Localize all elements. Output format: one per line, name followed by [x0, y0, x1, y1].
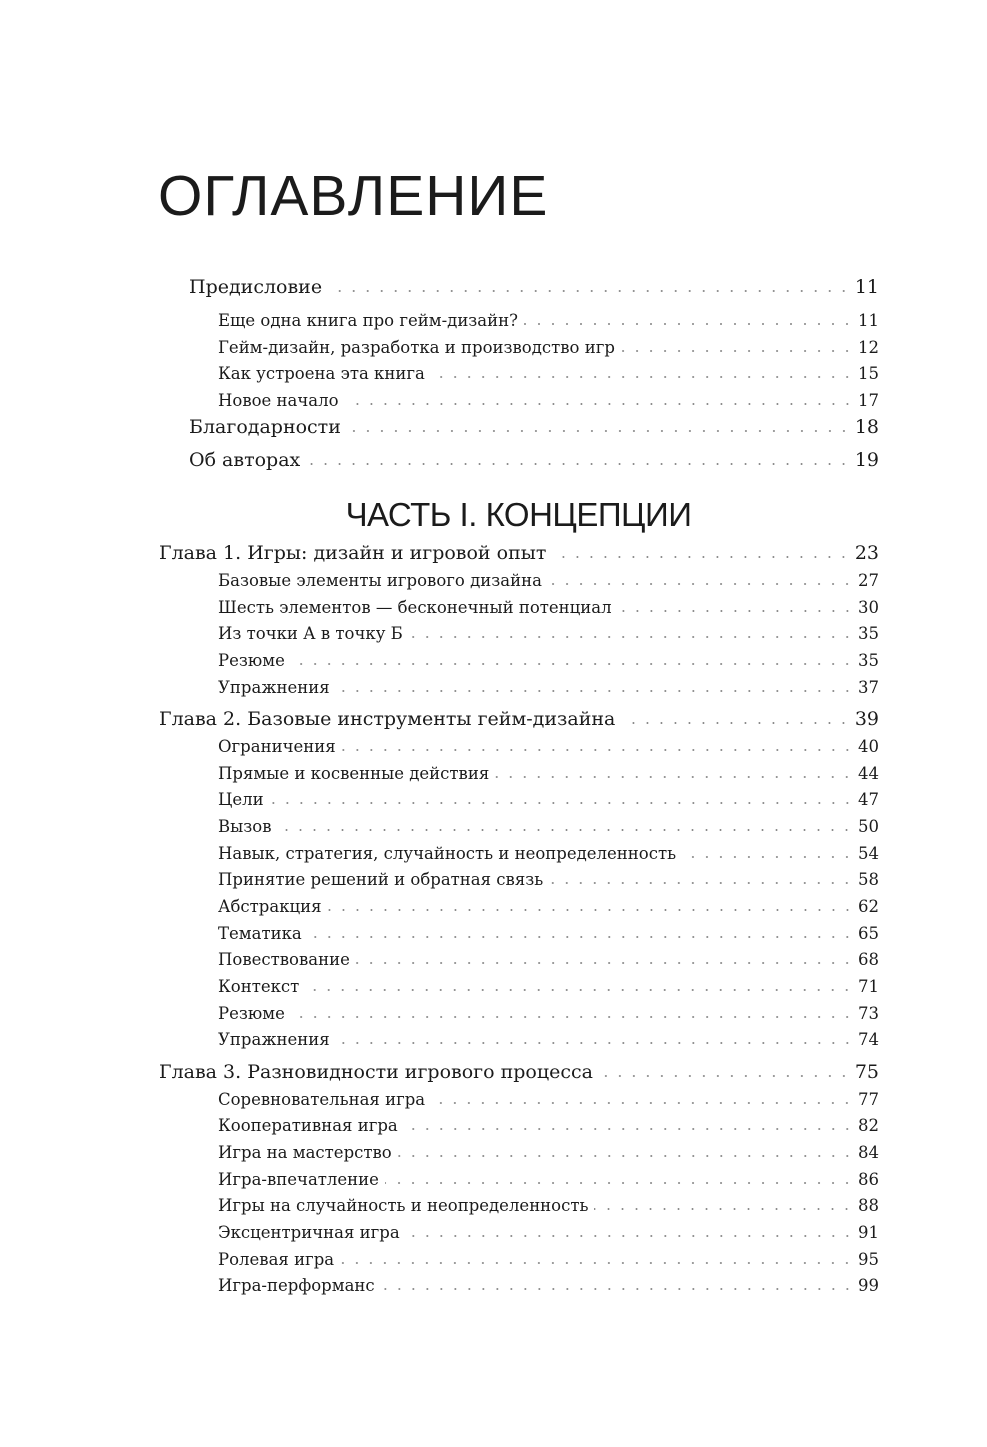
- dot-leader: [345, 403, 854, 405]
- toc-entry-label: Шесть элементов — бесконечный потенциал: [218, 598, 612, 617]
- dot-leader: [552, 556, 850, 558]
- toc-entry-page: 44: [858, 764, 879, 783]
- toc-entry-page: 82: [858, 1116, 879, 1135]
- dot-leader: [270, 802, 854, 804]
- dot-leader: [431, 376, 854, 378]
- toc-entry-label: Предисловие: [189, 276, 323, 298]
- toc-entry-label: Вызов: [218, 817, 272, 836]
- toc-entry-page: 54: [858, 844, 879, 863]
- toc-entry-label: Принятие решений и обратная связь: [218, 870, 544, 889]
- toc-entry[interactable]: [218, 1196, 879, 1215]
- dot-leader: [291, 1016, 854, 1018]
- toc-entry-label: Соревновательная игра: [218, 1090, 426, 1109]
- part-heading: ЧАСТЬ I. КОНЦЕПЦИИ: [345, 496, 692, 533]
- toc-entry-page: 75: [854, 1061, 879, 1083]
- toc-entry-label: Кооперативная игра: [218, 1116, 398, 1135]
- dot-leader: [385, 1182, 854, 1184]
- dot-leader: [406, 1235, 854, 1237]
- toc-entry-page: 35: [858, 624, 879, 643]
- toc-entry-page: 86: [858, 1170, 879, 1189]
- toc-entry-page: 23: [854, 542, 879, 564]
- toc-chapter-entry[interactable]: [159, 708, 879, 730]
- dot-leader: [599, 1075, 851, 1077]
- toc-entry-page: 73: [858, 1004, 879, 1023]
- dot-leader: [404, 1128, 854, 1130]
- dot-leader: [328, 290, 851, 292]
- toc-entry[interactable]: [218, 737, 879, 756]
- toc-entry[interactable]: [218, 924, 879, 943]
- toc-entry[interactable]: [218, 1004, 879, 1023]
- toc-entry-page: 91: [858, 1223, 879, 1242]
- toc-entry-label: Контекст: [218, 977, 300, 996]
- dot-leader: [336, 690, 854, 692]
- toc-entry-label: Об авторах: [189, 449, 301, 471]
- dot-leader: [347, 430, 851, 432]
- toc-entry-page: 18: [854, 416, 879, 438]
- dot-leader: [328, 909, 854, 911]
- toc-entry-label: Гейм-дизайн, разработка и производство игр: [218, 338, 615, 357]
- toc-entry-label: Цели: [218, 790, 264, 809]
- toc-entry-label: Повествование: [218, 950, 350, 969]
- dot-leader: [306, 463, 851, 465]
- toc-entry-label: Глава 2. Базовые инструменты гейм-дизайна: [159, 708, 616, 730]
- toc-entry-page: 15: [858, 364, 879, 383]
- toc-entry-page: 95: [858, 1250, 879, 1269]
- toc-entry[interactable]: [218, 1170, 879, 1189]
- toc-entry-page: 27: [858, 571, 879, 590]
- toc-entry-label: Прямые и косвенные действия: [218, 764, 490, 783]
- toc-entry-label: Эксцентричная игра: [218, 1223, 400, 1242]
- toc-entry-page: 58: [858, 870, 879, 889]
- toc-entry[interactable]: [218, 1030, 879, 1049]
- dot-leader: [549, 882, 854, 884]
- dot-leader: [336, 1042, 854, 1044]
- page-title: ОГЛАВЛЕНИЕ: [158, 164, 549, 228]
- toc-entry[interactable]: [218, 1116, 879, 1135]
- toc-entry-page: 12: [858, 338, 879, 357]
- toc-entry-page: 11: [854, 276, 879, 298]
- toc-entry-page: 30: [858, 598, 879, 617]
- dot-leader: [621, 350, 854, 352]
- toc-entry-page: 84: [858, 1143, 879, 1162]
- toc-entry[interactable]: [218, 1276, 879, 1295]
- toc-entry-label: Глава 1. Игры: дизайн и игровой опыт: [159, 542, 547, 564]
- toc-entry[interactable]: [218, 844, 879, 863]
- toc-entry[interactable]: [218, 391, 879, 410]
- toc-entry[interactable]: [218, 364, 879, 383]
- toc-entry-label: Игра на мастерство: [218, 1143, 392, 1162]
- toc-entry[interactable]: [218, 897, 879, 916]
- dot-leader: [618, 610, 854, 612]
- toc-entry[interactable]: [218, 678, 879, 697]
- dot-leader: [398, 1155, 854, 1157]
- toc-entry-page: 19: [854, 449, 879, 471]
- toc-entry[interactable]: [218, 311, 879, 330]
- toc-entry-label: Упражнения: [218, 678, 330, 697]
- toc-entry-label: Ролевая игра: [218, 1250, 335, 1269]
- toc-entry-page: 39: [854, 708, 879, 730]
- toc-entry-label: Игра-впечатление: [218, 1170, 379, 1189]
- toc-entry[interactable]: [218, 950, 879, 969]
- dot-leader: [291, 663, 854, 665]
- toc-entry[interactable]: [218, 598, 879, 617]
- toc-entry-page: 11: [858, 311, 879, 330]
- toc-entry-label: Упражнения: [218, 1030, 330, 1049]
- toc-entry-page: 50: [858, 817, 879, 836]
- toc-entry-label: Новое начало: [218, 391, 339, 410]
- toc-entry[interactable]: [218, 977, 879, 996]
- dot-leader: [308, 936, 854, 938]
- dot-leader: [409, 636, 854, 638]
- toc-entry[interactable]: [218, 870, 879, 889]
- toc-entry[interactable]: [218, 1250, 879, 1269]
- toc-entry-page: 68: [858, 950, 879, 969]
- dot-leader: [342, 749, 854, 751]
- toc-chapter-entry[interactable]: [159, 542, 879, 564]
- toc-entry-label: Тематика: [218, 924, 302, 943]
- toc-entry-label: Благодарности: [189, 416, 341, 438]
- dot-leader: [495, 776, 854, 778]
- toc-entry-page: 65: [858, 924, 879, 943]
- dot-leader: [356, 962, 854, 964]
- dot-leader: [594, 1208, 854, 1210]
- dot-leader: [381, 1288, 854, 1290]
- dot-leader: [431, 1102, 854, 1104]
- toc-entry[interactable]: [218, 764, 879, 783]
- dot-leader: [621, 722, 850, 724]
- toc-entry-page: 47: [858, 790, 879, 809]
- dot-leader: [340, 1262, 854, 1264]
- toc-entry-label: Еще одна книга про гейм-дизайн?: [218, 311, 518, 330]
- toc-entry[interactable]: [189, 416, 879, 438]
- toc-entry-page: 40: [858, 737, 879, 756]
- toc-entry[interactable]: [218, 1223, 879, 1242]
- toc-entry[interactable]: [218, 1090, 879, 1109]
- toc-entry[interactable]: [218, 338, 879, 357]
- toc-entry-label: Абстракция: [218, 897, 322, 916]
- toc-entry[interactable]: [189, 276, 879, 298]
- toc-entry[interactable]: [189, 449, 879, 471]
- toc-entry-label: Базовые элементы игрового дизайна: [218, 571, 542, 590]
- toc-entry[interactable]: [218, 1143, 879, 1162]
- toc-entry-page: 62: [858, 897, 879, 916]
- dot-leader: [682, 856, 854, 858]
- toc-entry[interactable]: [218, 571, 879, 590]
- toc-entry-label: Навык, стратегия, случайность и неопределенность: [218, 844, 677, 863]
- toc-entry-page: 99: [858, 1276, 879, 1295]
- toc-entry-label: Ограничения: [218, 737, 336, 756]
- toc-entry-page: 35: [858, 651, 879, 670]
- toc-entry-page: 77: [858, 1090, 879, 1109]
- dot-leader: [305, 989, 854, 991]
- toc-entry[interactable]: [218, 651, 879, 670]
- toc-entry[interactable]: [218, 817, 879, 836]
- toc-entry-label: Резюме: [218, 651, 285, 670]
- toc-entry-page: 71: [858, 977, 879, 996]
- toc-entry-label: Игры на случайность и неопределенность: [218, 1196, 589, 1215]
- dot-leader: [548, 583, 854, 585]
- toc-entry-page: 37: [858, 678, 879, 697]
- dot-leader: [277, 829, 854, 831]
- toc-entry-label: Из точки А в точку Б: [218, 624, 403, 643]
- toc-entry-label: Как устроена эта книга: [218, 364, 425, 383]
- toc-entry-label: Игра-перформанс: [218, 1276, 375, 1295]
- toc-entry-page: 17: [858, 391, 879, 410]
- toc-entry-page: 88: [858, 1196, 879, 1215]
- toc-entry-label: Глава 3. Разновидности игрового процесса: [159, 1061, 593, 1083]
- toc-entry[interactable]: [218, 624, 879, 643]
- dot-leader: [524, 323, 854, 325]
- toc-entry-page: 74: [858, 1030, 879, 1049]
- toc-chapter-entry[interactable]: [159, 1061, 879, 1083]
- toc-entry-label: Резюме: [218, 1004, 285, 1023]
- toc-entry[interactable]: [218, 790, 879, 809]
